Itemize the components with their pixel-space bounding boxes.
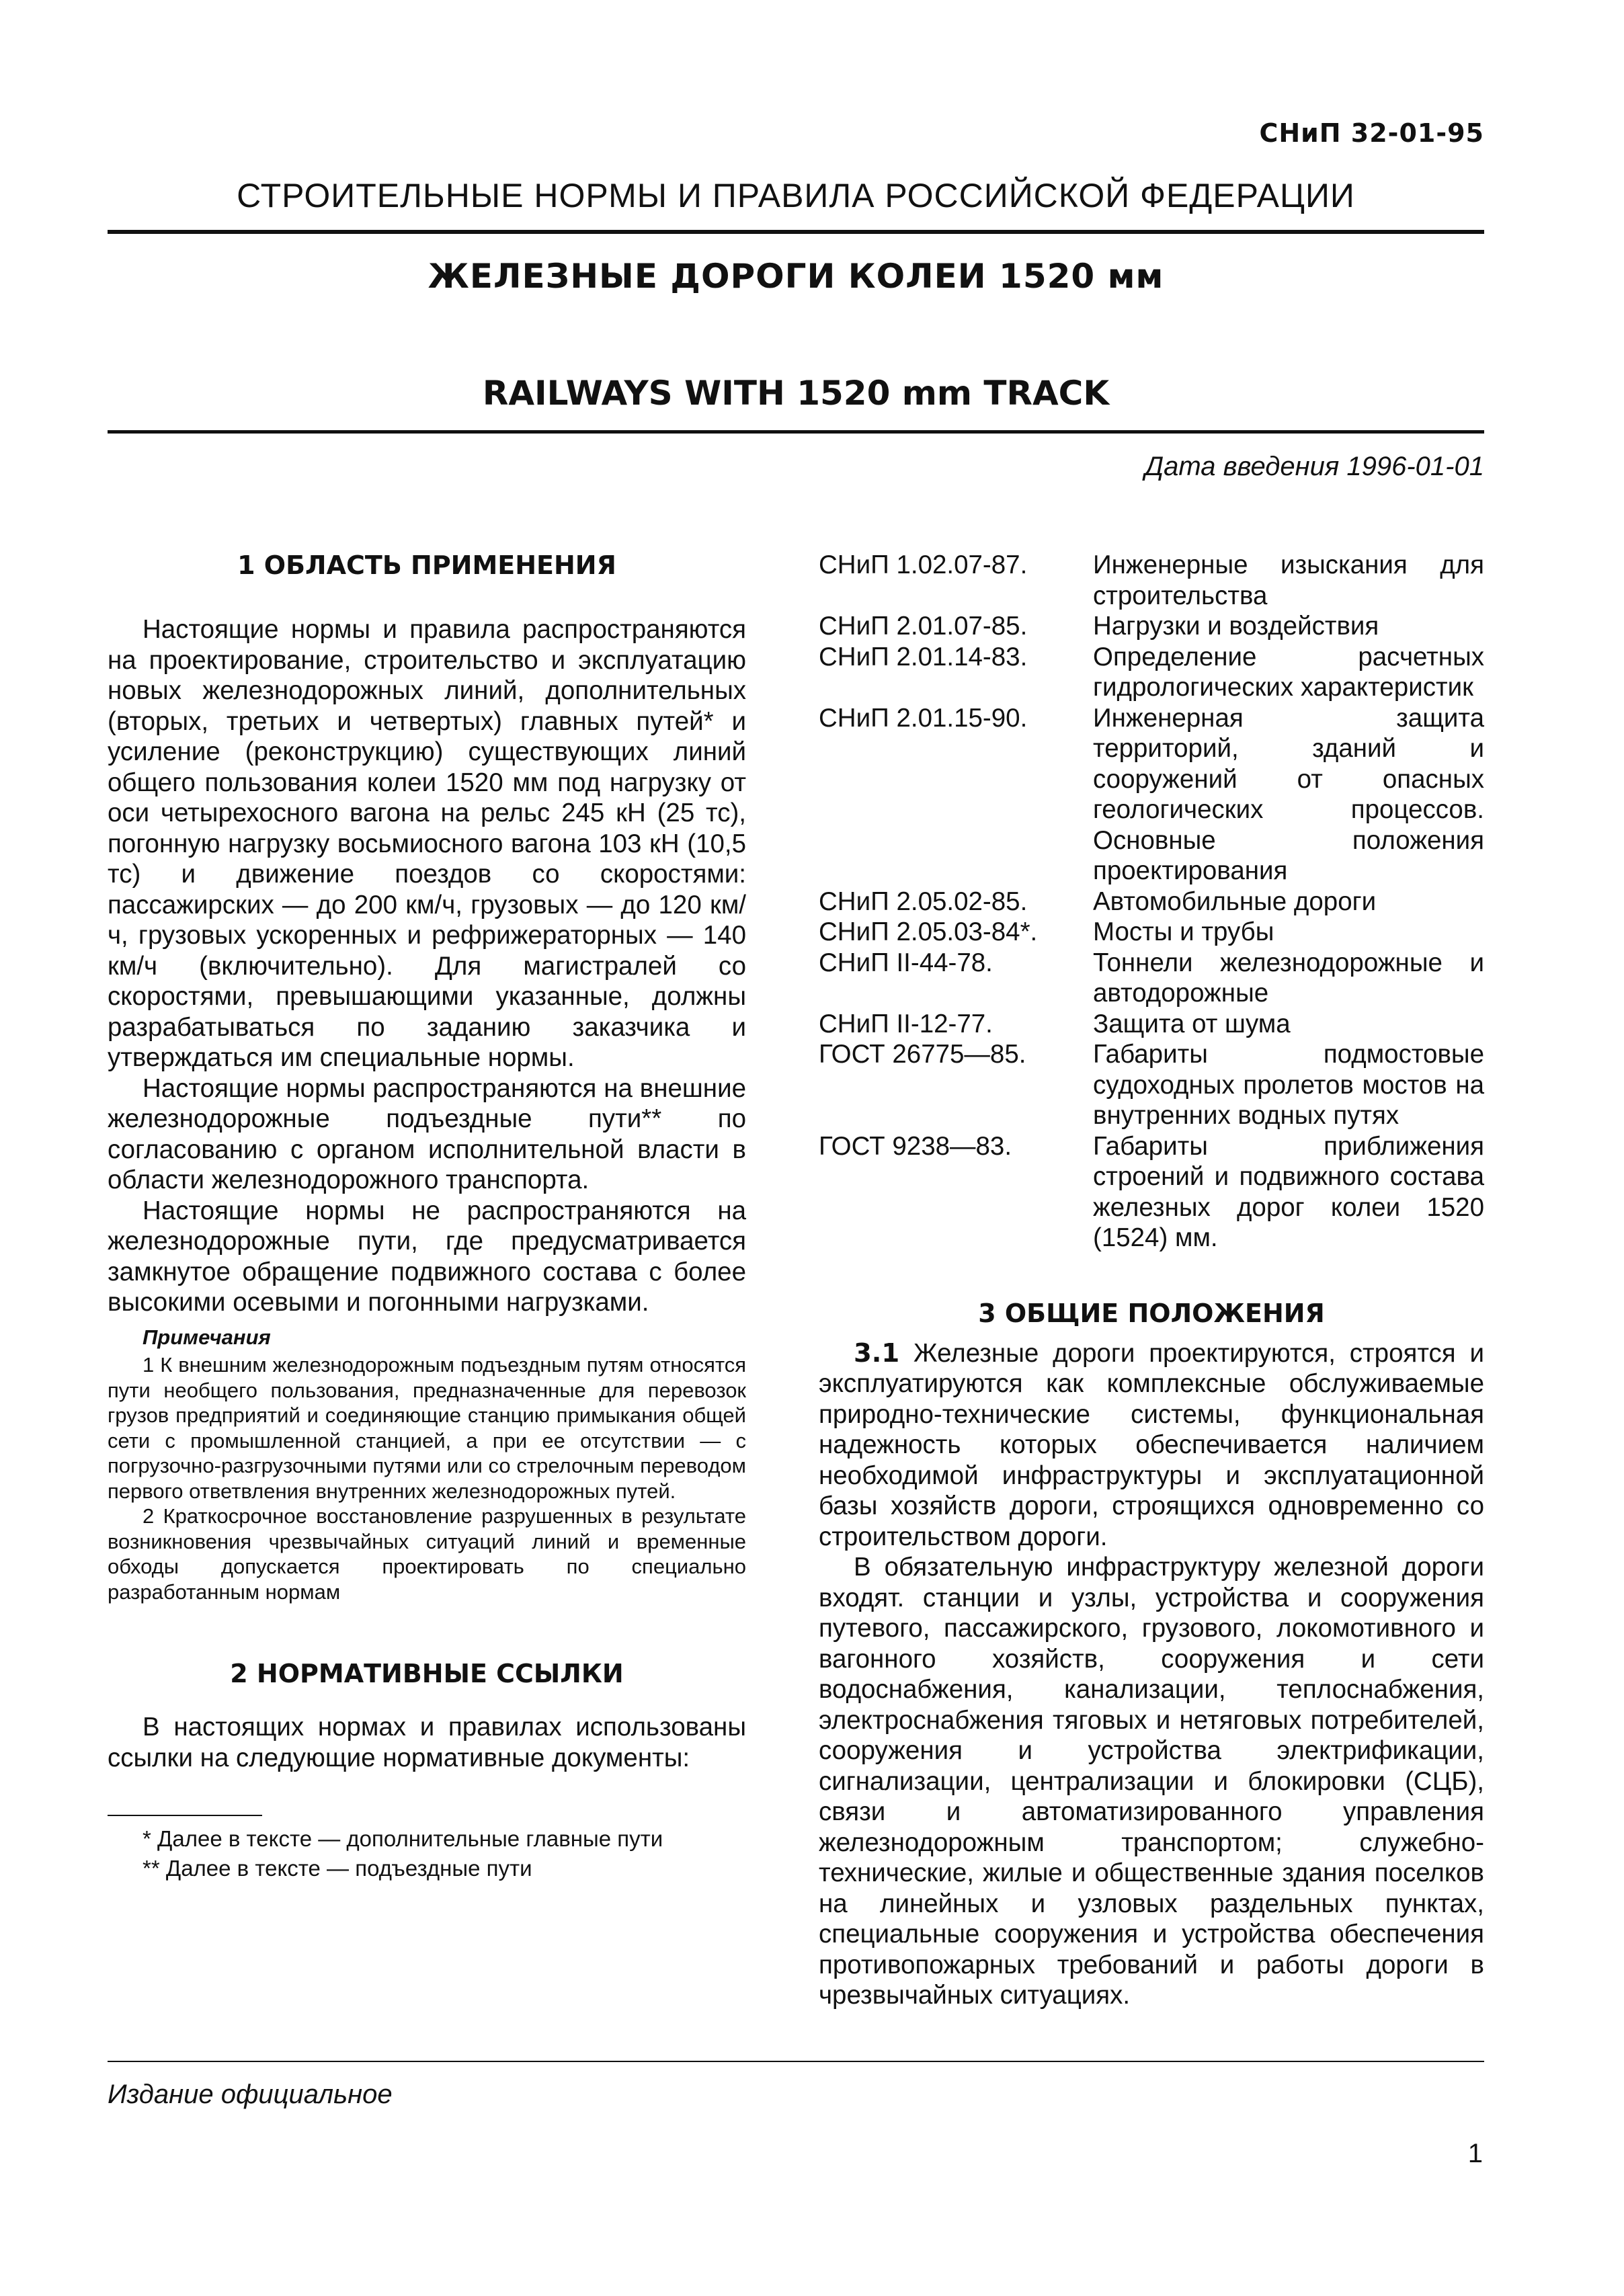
section-1-paragraph: Настоящие нормы и правила распространяются на проектирование, строительство и эксплуатацию новых железнодорожных линий, дополнительных (вторых, третьих и четвертых) главных путей* и усиление (реконструкцию) существующих линий общего пользования колеи 1520 мм под нагрузку от оси четырехосного вагона на рельс 245 кН (25 тс), погонную нагрузку восьмиосного вагона 103 кН (10,5 тс) и движение поездов со скоростями: пассажирских — до 200 км/ч, грузовых — до 120 км/ч, грузовых ускоренных и рефрижераторных — 140 км/ч (включительно). Для магистралей со скоростями, превышающими указанные, должны разрабатываться по заданию заказчика и утверждаться им специальные нормы.	[108, 615, 746, 1072]
footnote-rule	[108, 1815, 262, 1816]
reference-title: Тоннели железнодорожные и автодорожные	[1093, 948, 1484, 1008]
reference-code: СНиП 2.05.02-85.	[819, 887, 1028, 916]
clause-number: 3.1	[854, 1338, 900, 1368]
section-3-paragraph	[819, 1338, 1484, 1553]
reference-title: Инженерные изыскания для строительства	[1093, 550, 1484, 610]
clause-text: Железные дороги проектируются, строятся и эксплуатируются как комплексные обслуживаемые природно-технические системы, функциональная надежность которых обеспечивается наличием необходимой инфраструктуры и эксплуатационной базы хозяйств дороги, строящихся одновременно со строительством дороги.	[819, 1338, 1484, 1551]
note-item: 1 К внешним железнодорожным подъездным путям относятся пути необщего пользования, предназначенные для перевозок грузов предприятий и соединяющие станцию примыкания общей сети с промышленной станцией, а при ее отсутствии — с погрузочно-разгрузочными путями или со стрелочным переводом первого ответвления внутренних железнодорожных путей.	[108, 1353, 746, 1503]
reference-row	[819, 703, 1484, 887]
left-column	[108, 550, 746, 1883]
reference-row	[819, 1131, 1484, 1254]
section-3-heading: 3 ОБЩИЕ ПОЛОЖЕНИЯ	[978, 1298, 1325, 1328]
reference-row	[819, 1039, 1484, 1131]
header-rule	[108, 230, 1484, 234]
section-2-heading: 2 НОРМАТИВНЫЕ ССЫЛКИ	[230, 1659, 624, 1688]
document-supertitle: СТРОИТЕЛЬНЫЕ НОРМЫ И ПРАВИЛА РОССИЙСКОЙ ФЕДЕРАЦИИ	[237, 177, 1355, 214]
section-1-heading: 1 ОБЛАСТЬ ПРИМЕНЕНИЯ	[237, 550, 616, 580]
reference-row	[819, 642, 1484, 703]
reference-title: Инженерная защита территорий, зданий и сооружений от опасных геологических процессов. Основные положения проектирования	[1093, 703, 1484, 885]
page-number: 1	[1467, 2139, 1483, 2168]
reference-code: ГОСТ 26775—85.	[819, 1040, 1026, 1069]
reference-code: СНиП 2.01.14-83.	[819, 642, 1028, 671]
document-code: СНиП 32-01-95	[1259, 118, 1484, 148]
reference-title: Определение расчетных гидрологических характеристик	[1093, 642, 1484, 702]
reference-title: Нагрузки и воздействия	[1093, 612, 1379, 641]
title-rule	[108, 430, 1484, 434]
reference-title: Автомобильные дороги	[1093, 887, 1377, 916]
right-column	[819, 550, 1484, 2011]
notes-heading: Примечания	[143, 1325, 271, 1349]
effective-date: Дата введения 1996-01-01	[1144, 452, 1484, 481]
reference-row	[819, 611, 1484, 642]
reference-code: СНиП 2.01.07-85.	[819, 612, 1028, 641]
note-item: 2 Краткосрочное восстановление разрушенных в результате возникновения чрезвычайных ситуаций линий и временные обходы допускается проектировать по специально разработанным нормам	[108, 1504, 746, 1604]
section-2-intro: В настоящих нормах и правилах использованы ссылки на следующие нормативные документы:	[108, 1713, 746, 1772]
reference-title: Мосты и трубы	[1093, 917, 1274, 946]
reference-row	[819, 917, 1484, 948]
reference-title: Габариты подмостовые судоходных пролетов мостов на внутренних водных путях	[1093, 1040, 1484, 1130]
reference-code: СНиП II-44-78.	[819, 948, 993, 977]
title-russian: ЖЕЛЕЗНЫЕ ДОРОГИ КОЛЕИ 1520 мм	[428, 257, 1164, 296]
title-english: RAILWAYS WITH 1520 mm TRACK	[482, 374, 1110, 413]
reference-code: СНиП 2.05.03-84*.	[819, 917, 1038, 946]
section-3-paragraph: В обязательную инфраструктуру железной дороги входят. станции и узлы, устройства и сооружения путевого, пассажирского, грузового, локомотивного и вагонного хозяйств, сооружения и сети водоснабжения, канализации, теплоснабжения, электроснабжения тяговых и нетяговых потребителей, сооружения и устройства электрификации, сигнализации, централизации и блокировки (СЦБ), связи и автоматизированного управления железнодорожным транспортом; служебно-технические, жилые и общественные здания поселков на линейных и узловых раздельных пунктах, специальные сооружения и устройства обеспечения противопожарных требований и работы дороги в чрезвычайных ситуациях.	[819, 1553, 1484, 2010]
reference-row	[819, 1009, 1484, 1040]
reference-row	[819, 550, 1484, 611]
footer-rule	[108, 2061, 1484, 2062]
footnote: * Далее в тексте — дополнительные главные пути	[143, 1826, 663, 1851]
reference-row	[819, 948, 1484, 1009]
section-1-paragraph: Настоящие нормы не распространяются на железнодорожные пути, где предусматривается замкнутое обращение подвижного состава с более высокими осевыми и погонными нагрузками.	[108, 1196, 746, 1317]
reference-title: Защита от шума	[1093, 1009, 1291, 1038]
reference-title: Габариты приближения строений и подвижного состава железных дорог колеи 1520 (1524) мм.	[1093, 1131, 1484, 1252]
references-table	[819, 550, 1484, 1254]
footnote: ** Далее в тексте — подъездные пути	[143, 1856, 532, 1881]
reference-code: СНиП 1.02.07-87.	[819, 550, 1028, 579]
reference-code: СНиП 2.01.15-90.	[819, 703, 1028, 733]
section-1-paragraph: Настоящие нормы распространяются на внешние железнодорожные подъездные пути** по согласованию с органом исполнительной власти в области железнодорожного транспорта.	[108, 1073, 746, 1194]
reference-code: ГОСТ 9238—83.	[819, 1131, 1012, 1161]
edition-label: Издание официальное	[108, 2080, 393, 2109]
notes-block	[108, 1325, 746, 1605]
reference-row	[819, 887, 1484, 917]
reference-code: СНиП II-12-77.	[819, 1009, 993, 1038]
